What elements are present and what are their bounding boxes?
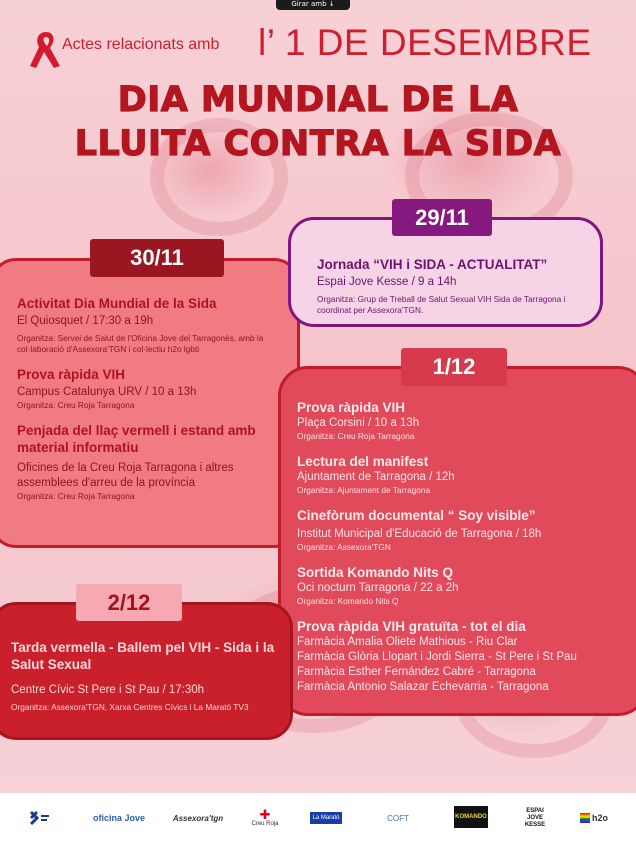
- red-ribbon-icon: [26, 28, 66, 72]
- pharmacy-list-item: Farmàcia Antonio Salazar Echevarria - Tarragona: [297, 681, 549, 693]
- event-place: El Quiosquet / 17:30 a 19h: [17, 315, 154, 327]
- event-organizer: Organitza: Komando Nits Q: [297, 596, 399, 606]
- event-title: Cinefòrum documental “ Soy visible”: [297, 508, 536, 523]
- event-title: Tarda vermella - Ballem pel VIH - Sida i la Salut Sexual: [11, 640, 275, 672]
- day-panel-30-11: [0, 258, 300, 548]
- event-organizer: Organitza: Servei de Salut de l'Oficina Jove del Tarragonès, amb la col·laboració d'Assexora'TGN i col·lectiu h2o lgbti: [17, 333, 264, 354]
- creu-roja-logo: [250, 808, 280, 828]
- event-organizer: Organitza: Ajuntament de Tarragona: [297, 485, 431, 495]
- header-subtitle: Actes relacionats amb: [62, 36, 220, 53]
- event-place: Plaça Corsini / 10 a 13h: [297, 417, 420, 429]
- sponsor-footer: [0, 793, 636, 842]
- assexora-tgn-logo: Assexora'tgn: [172, 813, 224, 823]
- h2o-lgbti-logo: [576, 808, 612, 828]
- date-badge-2-12: 2/12: [76, 584, 182, 621]
- komando-logo: KOMANDO: [454, 806, 488, 828]
- event-title: Activitat Dia Mundial de la Sida: [17, 296, 217, 311]
- oficina-jove-logo: oficina Jove: [92, 813, 146, 823]
- pharmacy-list-item: Farmàcia Amalia Oliete Mathious - Riu Clar: [297, 636, 518, 648]
- event-title: Lectura del manifest: [297, 454, 429, 469]
- event-place: Oficines de la Creu Roja Tarragona i altres assemblees d'arreu de la província: [17, 462, 234, 489]
- day-panel-1-12: [278, 366, 636, 716]
- date-badge-29-11: 29/11: [392, 199, 492, 236]
- event-place: Ajuntament de Tarragona / 12h: [297, 471, 455, 483]
- event-organizer: Organitza: Creu Roja Tarragona: [17, 400, 135, 410]
- title-line-1: DIA MUNDIAL DE LA: [117, 80, 519, 120]
- event-title: Prova ràpida VIH: [297, 400, 406, 415]
- header: [62, 22, 622, 70]
- event-organizer: Organitza: Assexora'TGN: [297, 542, 391, 552]
- tarragona-city-logo: [26, 808, 54, 828]
- header-date: l’ 1 DE DESEMBRE: [258, 22, 592, 63]
- h2o-label: h2o: [591, 813, 608, 823]
- date-badge-30-11: 30/11: [90, 239, 224, 277]
- event-place: Institut Municipal d'Educació de Tarragona / 18h: [297, 528, 542, 540]
- event-title: Prova ràpida VIH gratuïta - tot el dia: [297, 619, 526, 634]
- red-cross-icon: ✚: [259, 807, 271, 822]
- event-title: Penjada del llaç vermell i estand amb material informatiu: [17, 423, 256, 455]
- event-place: Espai Jove Kesse / 9 a 14h: [317, 276, 457, 288]
- pharmacy-list-item: Farmàcia Esther Fernández Cabré - Tarragona: [297, 666, 536, 678]
- rainbow-flag-icon: [580, 813, 590, 823]
- page-title: [0, 78, 636, 166]
- rotate-tab[interactable]: Girar amb ↓: [276, 0, 350, 10]
- day-panel-2-12: [0, 602, 293, 740]
- event-title: Prova ràpida VIH: [17, 367, 126, 382]
- la-marato-logo: La Marató: [310, 812, 342, 824]
- coft-logo: COFT: [387, 813, 409, 823]
- event-organizer: Organitza: Assexora'TGN, Xarxa Centres Cívics i La Marató TV3: [11, 702, 249, 712]
- event-place: Oci nocturn Tarragona / 22 a 2h: [297, 582, 459, 594]
- event-organizer: Organitza: Grup de Treball de Salut Sexual VIH Sida de Tarragona i coordinat per Assexora'TGN.: [317, 294, 566, 315]
- event-title: Jornada “VIH i SIDA - ACTUALITAT”: [317, 257, 548, 272]
- date-badge-1-12: 1/12: [401, 348, 507, 386]
- espai-jove-kesse-logo: ESPAI JOVE KESSE: [524, 807, 546, 828]
- event-place: Centre Cívic St Pere i St Pau / 17:30h: [11, 684, 205, 696]
- event-organizer: Organitza: Creu Roja Tarragona: [17, 491, 135, 501]
- title-line-2: LLUITA CONTRA LA SIDA: [74, 124, 562, 164]
- event-title: Sortida Komando Nits Q: [297, 565, 454, 580]
- creu-roja-label: Creu Roja: [251, 821, 279, 827]
- pharmacy-list-item: Farmàcia Glòria Llopart i Jordi Sierra - St Pere i St Pau: [297, 651, 577, 663]
- event-organizer: Organitza: Creu Roja Tarragona: [297, 431, 415, 441]
- event-place: Campus Catalunya URV / 10 a 13h: [17, 386, 197, 398]
